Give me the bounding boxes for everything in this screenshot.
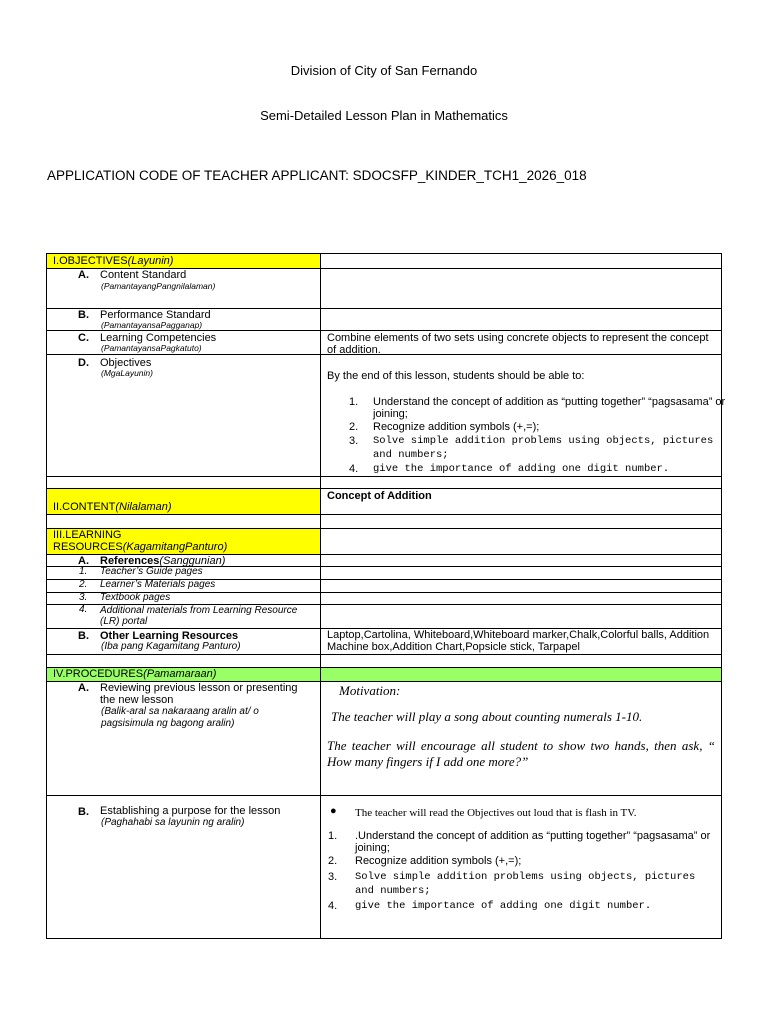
objectives-label: Objectives [100,357,152,369]
motivation-paragraph: The teacher will play a song about counting numerals 1-10. [331,709,643,724]
application-code: APPLICATION CODE OF TEACHER APPLICANT: SDOCSFP_KINDER_TCH1_2026_018 [47,168,587,183]
purpose-item: Recognize addition symbols (+,=); [355,855,522,867]
reference-item: Additional materials from Learning Resource (LR) portal [100,605,298,627]
objectives-intro: By the end of this lesson, students should be able to: [327,370,585,382]
row-divider [47,330,721,331]
content-standard-tl: (PamantayangPangnilalaman) [101,281,216,291]
item-letter: A. [78,555,89,567]
item-letter: B. [78,309,89,321]
performance-standard-tl: (PamantayansaPagganap) [101,320,203,330]
item-letter: D. [78,357,89,369]
bullet-icon: ● [330,805,337,817]
list-number: 2. [79,579,88,590]
list-number: 2. [328,855,338,867]
list-number: 3. [79,592,88,603]
objectives-tl: (MgaLayunin) [101,368,153,378]
other-resources-value: Laptop,Cartolina, Whiteboard,Whiteboard marker,Chalk,Colorful balls, Addition Machine box,Addition Chart,Popsicle stick, Tarpapel [327,629,710,653]
objective-item: Recognize addition symbols (+,=); [373,421,540,433]
other-resources-label: Other Learning Resources [100,630,239,642]
content-heading: II.CONTENT(Nilalaman) [53,501,172,513]
resources-heading: III.LEARNING [53,529,122,541]
procedures-heading: IV.PROCEDURES(Pamamaraan) [53,668,217,680]
row-divider [47,795,721,796]
list-number: 4. [79,604,88,615]
item-letter: A. [78,682,89,694]
lesson-plan-table [46,253,726,939]
list-number: 3. [349,435,359,447]
item-letter: A. [78,269,89,281]
procedure-a-tl: (Balik-aral sa nakaraang aralin at/ o pagsisimula ng bagong aralin) [101,706,259,729]
lesson-plan-title: Semi-Detailed Lesson Plan in Mathematics [260,108,508,123]
learning-competencies-value: Combine elements of two sets using concrete objects to represent the concept of addition. [327,332,709,356]
column-divider [320,254,321,938]
performance-standard-label: Performance Standard [100,309,211,321]
purpose-item: give the importance of adding one digit number. [355,900,652,912]
item-letter: B. [78,806,89,818]
procedure-b-bullet: The teacher will read the Objectives out loud that is flash in TV. [355,807,637,819]
content-standard-label: Content Standard [100,269,187,281]
list-number: 1. [349,396,359,408]
content-value: Concept of Addition [327,490,432,502]
row-divider [47,654,721,655]
other-resources-tl: (Iba pang Kagamitang Panturo) [101,641,241,652]
item-letter: B. [78,630,89,642]
row-divider [47,476,721,477]
list-number: 3. [328,871,338,883]
list-number: 2. [349,421,359,433]
procedure-a-label: Reviewing previous lesson or presenting the new lesson [100,682,298,706]
list-number: 1. [79,566,88,577]
reference-item: Teacher’s Guide pages [100,566,203,577]
learning-competencies-label: Learning Competencies [100,332,217,344]
list-number: 1. [328,830,338,842]
objective-item: Solve simple addition problems using objects, pictures and numbers; [373,435,714,461]
item-letter: C. [78,332,89,344]
motivation-heading: Motivation: [339,683,401,698]
purpose-item: .Understand the concept of addition as “putting together” “pagsasama” or joining; [355,830,711,854]
reference-item: Textbook pages [100,592,171,603]
references-label: References(Sanggunian) [100,555,226,567]
list-number: 4. [328,900,338,912]
row-divider [47,488,721,489]
procedure-b-label: Establishing a purpose for the lesson [100,805,281,817]
objective-item: give the importance of adding one digit number. [373,463,670,475]
division-title: Division of City of San Fernando [290,63,478,78]
procedure-b-tl: (Paghahabi sa layunin ng aralin) [101,817,245,828]
objective-item: Understand the concept of addition as “putting together” “pagsasama” or joining; [373,396,726,420]
purpose-item: Solve simple addition problems using objects, pictures and numbers; [355,871,696,897]
reference-item: Learner’s Materials pages [100,579,216,590]
list-number: 4. [349,463,359,475]
motivation-paragraph: The teacher will encourage all student to show two hands, then ask, “ How many fingers if I add one more?” [327,738,715,769]
objectives-heading: I.OBJECTIVES(Layunin) [53,255,174,267]
learning-competencies-tl: (PamantayansaPagkatuto) [101,343,202,353]
row-divider [47,528,721,529]
resources-heading-line2: RESOURCES(KagamitangPanturo) [53,541,228,553]
row-divider [47,514,721,515]
